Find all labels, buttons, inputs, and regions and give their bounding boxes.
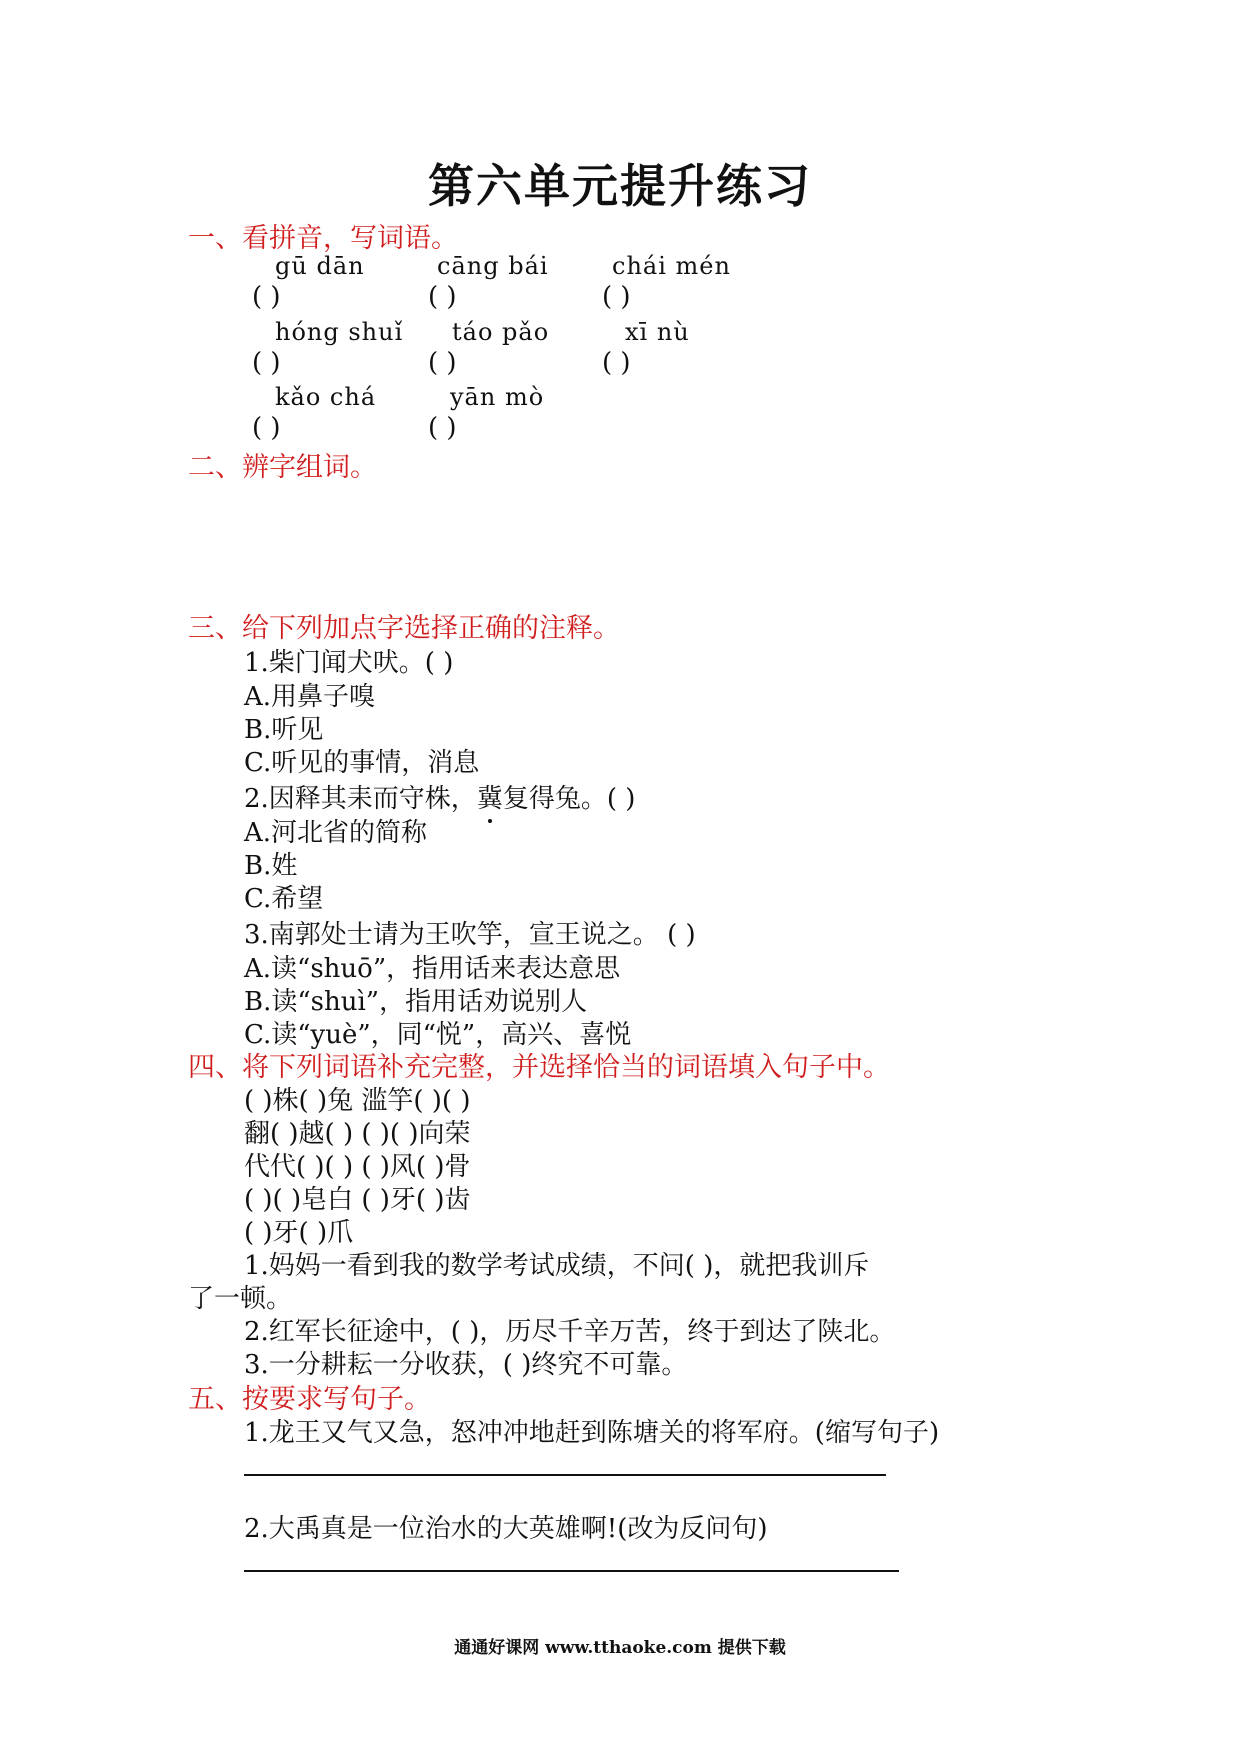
answer-line[interactable] [244, 1474, 886, 1476]
answer-blank[interactable]: ( ) [252, 348, 281, 378]
q3-option: B.读“shuì”，指用话劝说别人 [244, 987, 588, 1017]
q3-item-1: 1.柴门闻犬吠。( ) [244, 648, 454, 678]
section-5-heading: 五、按要求写句子。 [188, 1384, 431, 1415]
section-2-heading: 二、辨字组词。 [188, 452, 377, 483]
fill-sentence-2: 2.红军长征途中，( )，历尽千辛万苦，终于到达了陕北。 [244, 1317, 896, 1347]
q3-option: A.河北省的简称 [244, 818, 428, 848]
q3-option: B.听见 [244, 715, 324, 745]
pinyin-yan-mo: yān mò [450, 383, 545, 411]
answer-line[interactable] [244, 1570, 899, 1572]
answer-blank[interactable]: ( ) [428, 348, 457, 378]
q3-option: C.听见的事情，消息 [244, 748, 480, 778]
idiom-row: 代代( )( ) ( )风( )骨 [244, 1152, 471, 1182]
q5-item-1: 1.龙王又气又急，怒冲冲地赶到陈塘关的将军府。(缩写句子) [244, 1418, 940, 1448]
fill-sentence-3: 3.一分耕耘一分收获，( )终究不可靠。 [244, 1350, 688, 1380]
answer-blank[interactable]: ( ) [252, 282, 281, 312]
section-3-heading: 三、给下列加点字选择正确的注释。 [188, 613, 620, 644]
q3-option: C.读“yuè”，同“悦”，高兴、喜悦 [244, 1020, 632, 1050]
answer-blank[interactable]: ( ) [428, 282, 457, 312]
section-1-heading: 一、看拼音，写词语。 [188, 223, 458, 254]
q5-item-2: 2.大禹真是一位治水的大英雄啊!(改为反问句) [244, 1514, 768, 1544]
pinyin-chai-men: chái mén [612, 252, 731, 280]
pinyin-tao-pao: táo pǎo [452, 318, 550, 346]
fill-sentence-1-cont: 了一顿。 [188, 1284, 293, 1314]
q3-item-2-pre: 2.因释其耒而守株， [244, 784, 477, 814]
answer-blank[interactable]: ( ) [602, 282, 631, 312]
dotted-character: 冀 [477, 778, 503, 815]
section-4-heading: 四、将下列词语补充完整，并选择恰当的词语填入句子中。 [188, 1052, 890, 1083]
fill-sentence-1: 1.妈妈一看到我的数学考试成绩，不问( )，就把我训斥 [244, 1251, 870, 1281]
pinyin-xi-nu: xī nù [625, 318, 690, 346]
q3-option: B.姓 [244, 851, 298, 881]
q3-item-3: 3.南郭处士请为王吹竽，宣王说之。 ( ) [244, 920, 696, 950]
pinyin-hong-shui: hóng shuǐ [275, 318, 404, 346]
pinyin-cang-bai: cāng bái [437, 252, 549, 280]
q3-item-2-post: 复得兔。( ) [502, 784, 636, 814]
answer-blank[interactable]: ( ) [602, 348, 631, 378]
idiom-row: ( )牙( )爪 [244, 1218, 354, 1248]
footer-credit: 通通好课网 www.tthaoke.com 提供下载 [454, 1638, 786, 1658]
page-title: 第六单元提升练习 [428, 159, 812, 213]
pinyin-gu-dan: gū dān [275, 252, 365, 280]
idiom-row: ( )( )皂白 ( )牙( )齿 [244, 1185, 471, 1215]
idiom-row: ( )株( )兔 滥竽( )( ) [244, 1086, 471, 1116]
answer-blank[interactable]: ( ) [252, 413, 281, 443]
q3-option: C.希望 [244, 884, 324, 914]
q3-option: A.读“shuō”，指用话来表达意思 [244, 954, 621, 984]
pinyin-kao-cha: kǎo chá [275, 383, 377, 411]
answer-blank[interactable]: ( ) [428, 413, 457, 443]
q3-item-2 [244, 778, 635, 815]
q3-option: A.用鼻子嗅 [244, 682, 376, 712]
idiom-row: 翻( )越( ) ( )( )向荣 [244, 1119, 471, 1149]
